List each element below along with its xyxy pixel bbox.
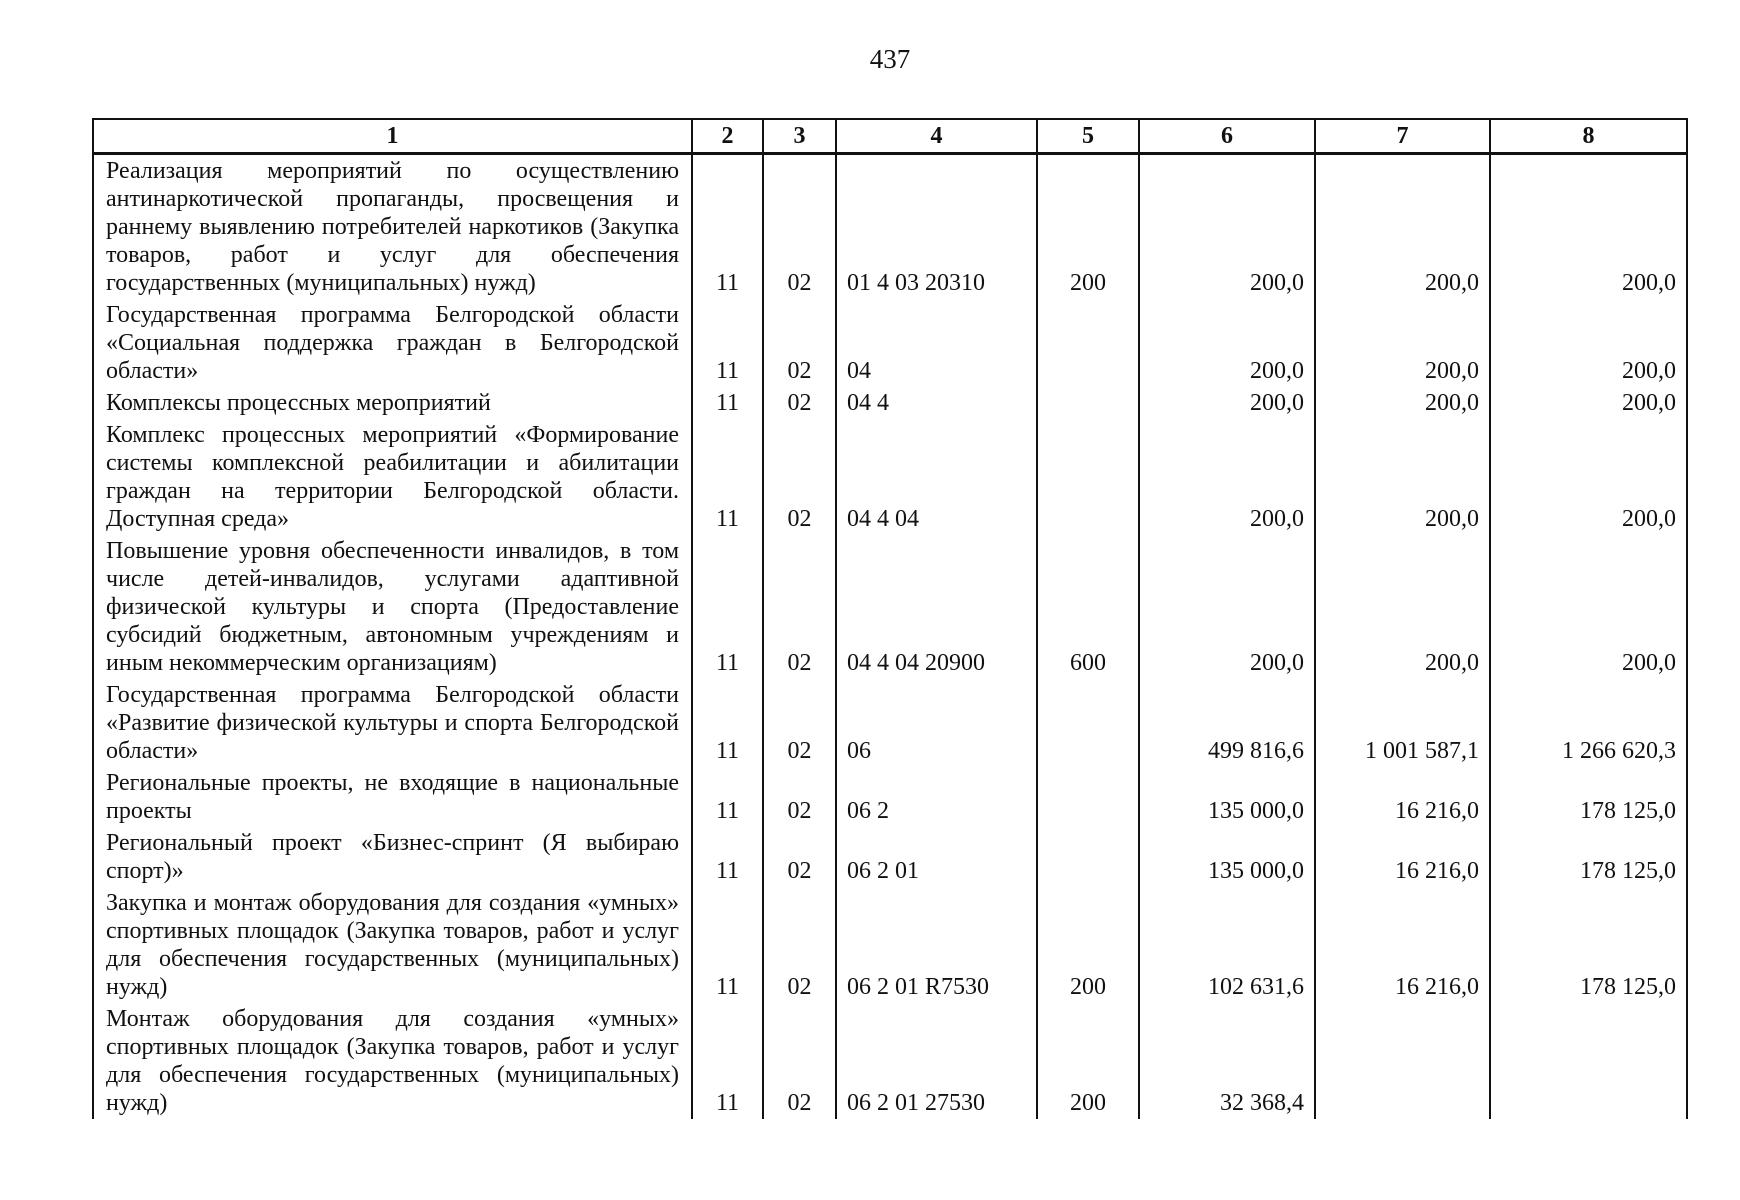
row-amount-col-8: 178 125,0 — [1490, 827, 1687, 887]
row-subsection: 02 — [763, 827, 836, 887]
row-subsection: 02 — [763, 387, 836, 419]
row-expense-type — [1037, 827, 1139, 887]
row-name: Реализация мероприятий по осуществлению антинаркотической пропаганды, просвещения и раннему выявлению потребителей наркотиков (Закупка товаров, работ и услуг для обеспечения государственных (муниципальных) нужд) — [93, 154, 692, 300]
row-amount-col-7: 200,0 — [1315, 299, 1490, 387]
header-col-1: 1 — [93, 119, 692, 154]
row-expense-type: 200 — [1037, 887, 1139, 1003]
row-section: 11 — [692, 419, 763, 535]
row-target-code: 06 2 01 27530 — [836, 1003, 1037, 1119]
row-amount-col-6: 200,0 — [1139, 154, 1315, 300]
row-amount-col-6: 102 631,6 — [1139, 887, 1315, 1003]
row-target-code: 04 — [836, 299, 1037, 387]
header-row — [93, 119, 1687, 154]
row-amount-col-8: 200,0 — [1490, 535, 1687, 679]
table-row — [93, 827, 1687, 887]
table-header — [93, 119, 1687, 154]
row-amount-col-7: 16 216,0 — [1315, 887, 1490, 1003]
row-subsection: 02 — [763, 887, 836, 1003]
row-expense-type: 600 — [1037, 535, 1139, 679]
row-amount-col-8: 200,0 — [1490, 299, 1687, 387]
budget-table — [92, 118, 1688, 1119]
row-target-code: 06 2 01 — [836, 827, 1037, 887]
row-expense-type — [1037, 299, 1139, 387]
header-col-2: 2 — [692, 119, 763, 154]
row-amount-col-7 — [1315, 1003, 1490, 1119]
row-amount-col-6: 200,0 — [1139, 387, 1315, 419]
row-name: Государственная программа Белгородской области «Развитие физической культуры и спорта Белгородской области» — [93, 679, 692, 767]
table-row — [93, 679, 1687, 767]
table-row — [93, 767, 1687, 827]
page-number: 437 — [869, 44, 911, 74]
row-amount-col-6: 200,0 — [1139, 535, 1315, 679]
row-amount-col-8 — [1490, 1003, 1687, 1119]
table-row — [93, 535, 1687, 679]
table-row — [93, 387, 1687, 419]
table-body — [93, 154, 1687, 1120]
row-subsection: 02 — [763, 1003, 836, 1119]
row-target-code: 06 — [836, 679, 1037, 767]
row-expense-type — [1037, 767, 1139, 827]
row-name: Монтаж оборудования для создания «умных» спортивных площадок (Закупка товаров, работ и услуг для обеспечения государственных (муниципальных) нужд) — [93, 1003, 692, 1119]
row-subsection: 02 — [763, 154, 836, 300]
row-amount-col-8: 200,0 — [1490, 419, 1687, 535]
header-col-4: 4 — [836, 119, 1037, 154]
row-target-code: 04 4 04 — [836, 419, 1037, 535]
row-amount-col-6: 32 368,4 — [1139, 1003, 1315, 1119]
row-amount-col-6: 200,0 — [1139, 299, 1315, 387]
row-expense-type: 200 — [1037, 154, 1139, 300]
row-section: 11 — [692, 679, 763, 767]
row-amount-col-7: 16 216,0 — [1315, 827, 1490, 887]
row-expense-type — [1037, 419, 1139, 535]
row-amount-col-8: 178 125,0 — [1490, 767, 1687, 827]
row-amount-col-7: 1 001 587,1 — [1315, 679, 1490, 767]
row-subsection: 02 — [763, 679, 836, 767]
row-target-code: 01 4 03 20310 — [836, 154, 1037, 300]
row-section: 11 — [692, 767, 763, 827]
row-amount-col-7: 200,0 — [1315, 387, 1490, 419]
row-section: 11 — [692, 535, 763, 679]
row-name: Комплекс процессных мероприятий «Формирование системы комплексной реабилитации и абилитации граждан на территории Белгородской области. Доступная среда» — [93, 419, 692, 535]
header-col-6: 6 — [1139, 119, 1315, 154]
row-section: 11 — [692, 387, 763, 419]
row-amount-col-7: 200,0 — [1315, 535, 1490, 679]
row-target-code: 06 2 — [836, 767, 1037, 827]
row-subsection: 02 — [763, 767, 836, 827]
header-col-5: 5 — [1037, 119, 1139, 154]
row-section: 11 — [692, 1003, 763, 1119]
row-amount-col-6: 135 000,0 — [1139, 767, 1315, 827]
row-expense-type: 200 — [1037, 1003, 1139, 1119]
row-amount-col-7: 200,0 — [1315, 154, 1490, 300]
row-subsection: 02 — [763, 535, 836, 679]
row-amount-col-6: 200,0 — [1139, 419, 1315, 535]
row-amount-col-8: 1 266 620,3 — [1490, 679, 1687, 767]
row-expense-type — [1037, 387, 1139, 419]
row-amount-col-6: 135 000,0 — [1139, 827, 1315, 887]
row-subsection: 02 — [763, 299, 836, 387]
header-col-7: 7 — [1315, 119, 1490, 154]
row-expense-type — [1037, 679, 1139, 767]
row-amount-col-8: 200,0 — [1490, 387, 1687, 419]
row-section: 11 — [692, 299, 763, 387]
row-amount-col-8: 200,0 — [1490, 154, 1687, 300]
row-name: Закупка и монтаж оборудования для создания «умных» спортивных площадок (Закупка товаров, работ и услуг для обеспечения государственных (муниципальных) нужд) — [93, 887, 692, 1003]
row-name: Региональный проект «Бизнес-спринт (Я выбираю спорт)» — [93, 827, 692, 887]
row-target-code: 04 4 — [836, 387, 1037, 419]
table-row — [93, 154, 1687, 300]
row-name: Государственная программа Белгородской области «Социальная поддержка граждан в Белгородской области» — [93, 299, 692, 387]
row-amount-col-6: 499 816,6 — [1139, 679, 1315, 767]
row-target-code: 04 4 04 20900 — [836, 535, 1037, 679]
header-col-8: 8 — [1490, 119, 1687, 154]
row-name: Региональные проекты, не входящие в национальные проекты — [93, 767, 692, 827]
row-section: 11 — [692, 154, 763, 300]
table-row — [93, 299, 1687, 387]
table-row — [93, 1003, 1687, 1119]
row-amount-col-7: 16 216,0 — [1315, 767, 1490, 827]
header-col-3: 3 — [763, 119, 836, 154]
row-name: Повышение уровня обеспеченности инвалидов, в том числе детей-инвалидов, услугами адаптивной физической культуры и спорта (Предоставление субсидий бюджетным, автономным учреждениям и иным некоммерческим организациям) — [93, 535, 692, 679]
row-section: 11 — [692, 887, 763, 1003]
table-row — [93, 887, 1687, 1003]
row-target-code: 06 2 01 R7530 — [836, 887, 1037, 1003]
table-row — [93, 419, 1687, 535]
row-name: Комплексы процессных мероприятий — [93, 387, 692, 419]
row-amount-col-8: 178 125,0 — [1490, 887, 1687, 1003]
row-amount-col-7: 200,0 — [1315, 419, 1490, 535]
row-subsection: 02 — [763, 419, 836, 535]
row-section: 11 — [692, 827, 763, 887]
